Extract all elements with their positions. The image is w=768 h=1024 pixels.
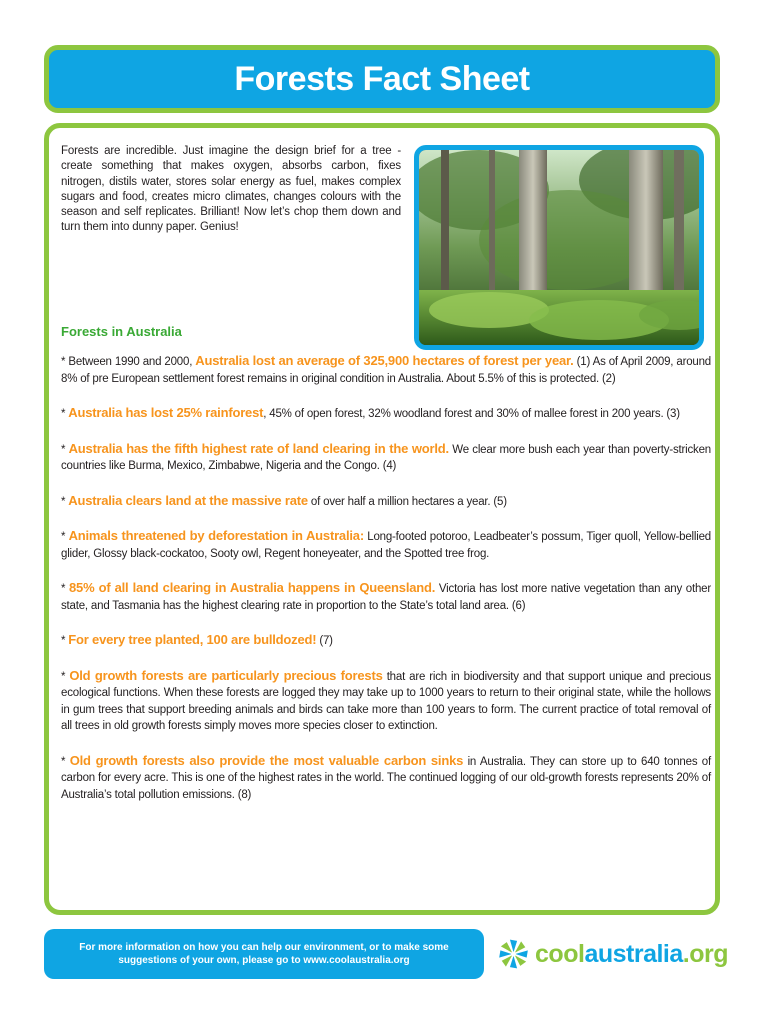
- fact-highlight: Animals threatened by deforestation in Australia:: [68, 528, 364, 543]
- fact-item: * Australia has lost 25% rainforest, 45% of open forest, 32% woodland forest and 30% of mallee forest in 200 years. (3): [61, 405, 680, 420]
- fact-highlight: Australia clears land at the massive rate: [68, 492, 308, 508]
- fact-item: * For every tree planted, 100 are bulldozed! (7): [61, 632, 333, 647]
- fact-item: * Australia clears land at the massive rate of over half a million hectares a year. (5): [61, 492, 507, 508]
- fact-highlight: Australia lost an average of 325,900 hectares of forest per year.: [195, 353, 574, 368]
- section-heading: Forests in Australia: [61, 324, 182, 339]
- fact-highlight: Australia has the fifth highest rate of land clearing in the world.: [68, 440, 449, 456]
- pinwheel-icon: [498, 928, 529, 980]
- fact-item: * 85% of all land clearing in Australia happens in Queensland. Victoria has lost more native vegetation than any other state, and Tasmania has the highest clearing rate in proportion to the State’s total land area. (6): [61, 580, 711, 612]
- logo-wordmark: coolaustralia.org: [535, 939, 728, 968]
- fact-highlight: 85% of all land clearing in Australia happens in Queensland.: [69, 580, 436, 595]
- fact-item: * Australia has the fifth highest rate of land clearing in the world. We clear more bush each year than poverty-stricken countries like Burma, Mexico, Zimbabwe, Nigeria and the Congo. (4): [61, 440, 711, 472]
- page-title: Forests Fact Sheet: [234, 59, 530, 98]
- coolaustralia-logo[interactable]: [498, 926, 728, 982]
- fact-highlight: Australia has lost 25% rainforest: [68, 405, 264, 420]
- footer-text: For more information on how you can help our environment, or to make some suggestions of your own, please go to www.coolaustralia.org: [79, 942, 449, 966]
- title-banner: [44, 45, 720, 113]
- fact-item: * Old growth forests are particularly precious forests that are rich in biodiversity and that support unique and precious ecological functions. When these forests are logged they may take up to 1000 years to return to their original state, while the hollows in gum trees that support breeding animals and birds can take more than 100 years to form. The current practice of total removal of all trees in old growth forests simply moves more species closer to extinction.: [61, 667, 711, 732]
- content-panel: [44, 123, 720, 915]
- facts-list: [61, 353, 711, 821]
- footer-info-bar: [44, 929, 484, 979]
- intro-paragraph: Forests are incredible. Just imagine the design brief for a tree - create something that makes oxygen, absorbs carbon, fixes nitrogen, distils water, stores solar energy as fuel, makes complex sugars and food, creates micro climates, changes colours with the season and self replicates. Brilliant! Now let’s chop them down and turn them into dunny paper. Genius!: [61, 145, 401, 234]
- fact-item: * Between 1990 and 2000, Australia lost an average of 325,900 hectares of forest per year. (1) As of April 2009, around 8% of pre European settlement forest remains in original condition in Australia. About 5.5% of this is protected. (2): [61, 353, 711, 385]
- forest-photo: [414, 145, 704, 350]
- fact-highlight: Old growth forests also provide the most valuable carbon sinks: [69, 752, 464, 768]
- fact-item: * Old growth forests also provide the most valuable carbon sinks in Australia. They can store up to 640 tonnes of carbon for every acre. This is one of the highest rates in the world. The continued logging of our old-growth forests represents 20% of Australia’s total pollution emissions. (8): [61, 752, 711, 801]
- fact-highlight: Old growth forests are particularly precious forests: [69, 667, 383, 683]
- fact-highlight: For every tree planted, 100 are bulldozed!: [68, 632, 317, 647]
- fact-item: * Animals threatened by deforestation in Australia: Long-footed potoroo, Leadbeater’s possum, Tiger quoll, Yellow-bellied glider, Glossy black-cockatoo, Sooty owl, Regent honeyeater, and the Spotted tree frog.: [61, 528, 711, 560]
